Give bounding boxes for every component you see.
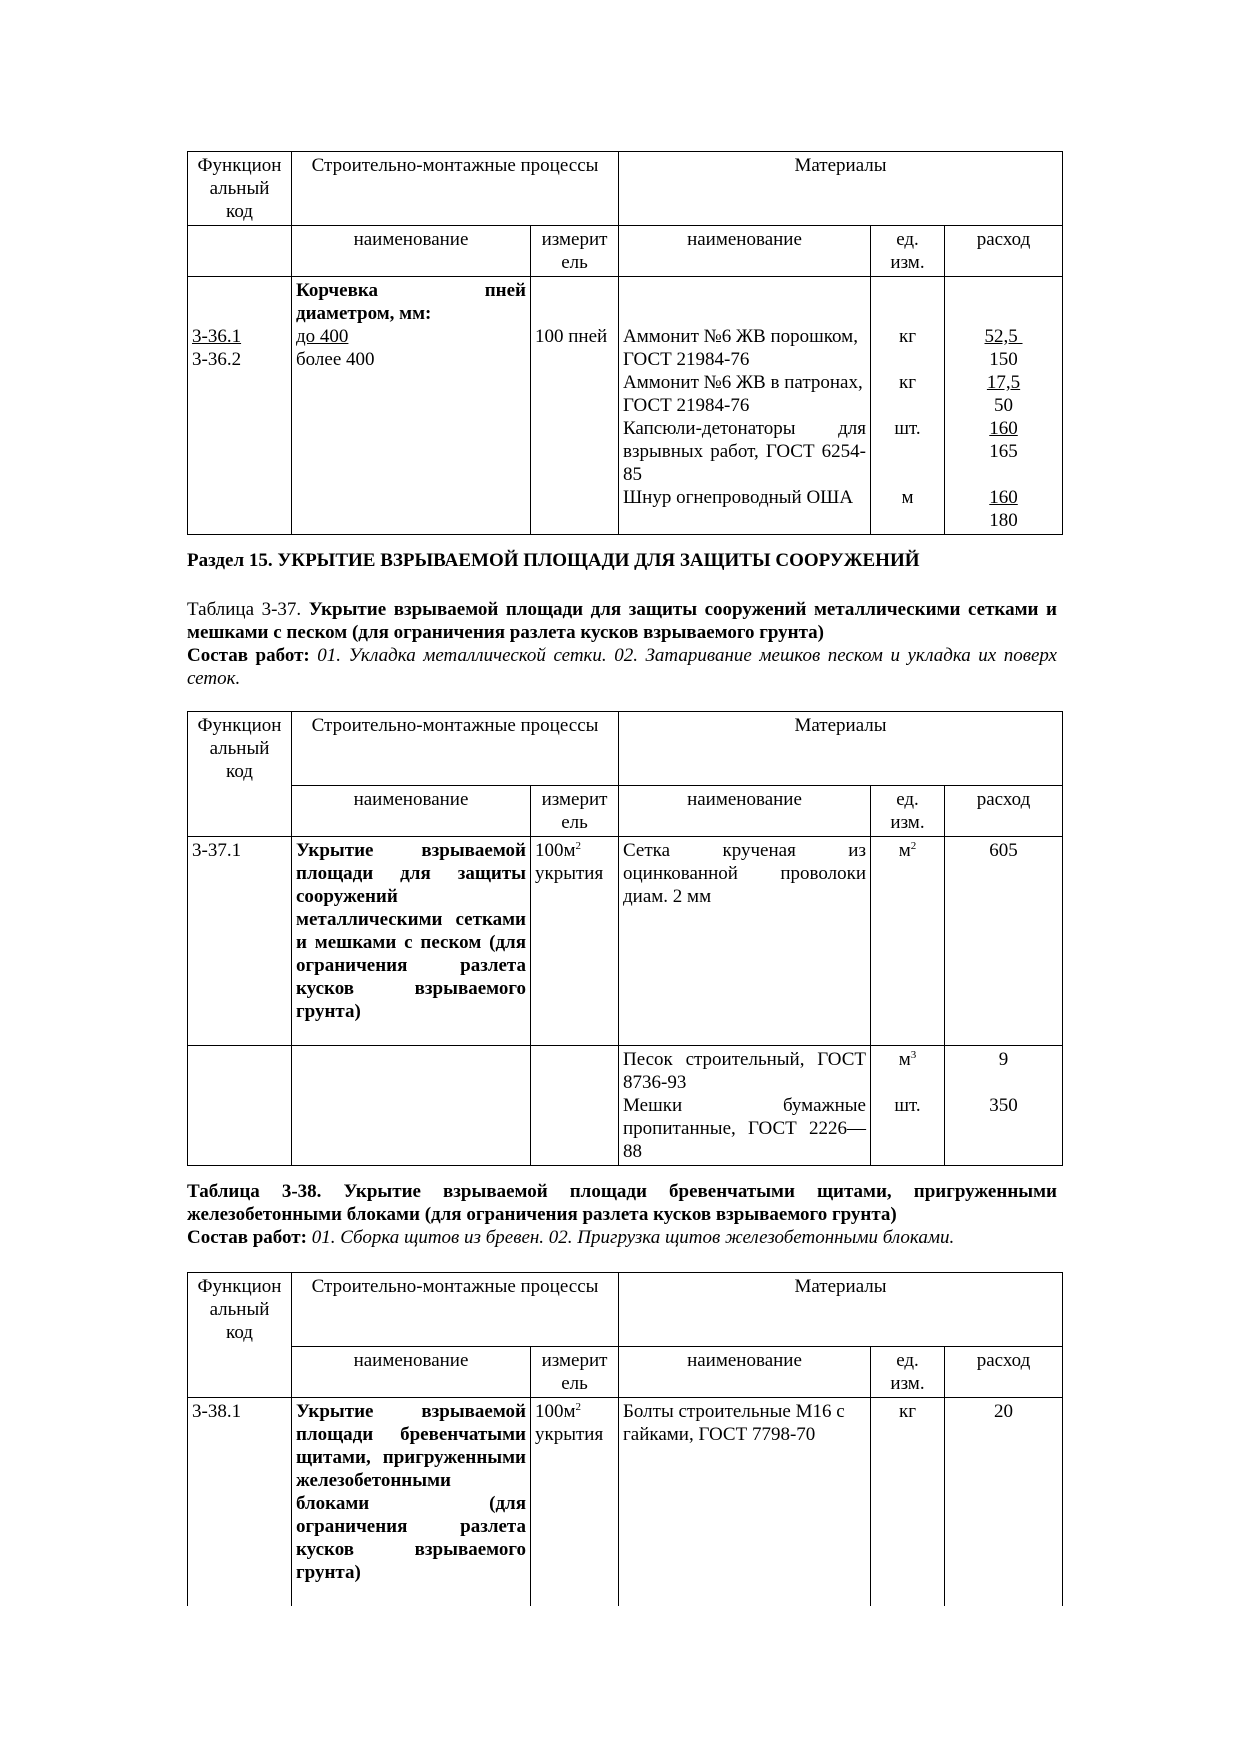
process-cell: [292, 1397, 531, 1606]
header-consumption: расход: [945, 1346, 1063, 1397]
header-meter: измерит ель: [531, 1346, 619, 1397]
materials-cell: [619, 277, 871, 535]
empty-cell: [188, 1045, 292, 1165]
process-item: более 400: [296, 349, 375, 370]
header-consumption: расход: [945, 226, 1063, 277]
header-processes: Строительно-монтажные процессы: [292, 152, 619, 226]
header-empty: [188, 785, 292, 836]
header-meter: измерит ель: [531, 226, 619, 277]
material-value: 605: [945, 836, 1063, 1045]
material-unit: шт.: [894, 418, 921, 439]
caption-title: Укрытие взрываемой площади для защиты сооружений металлическими сетками и мешками с песком (для ограничения разлета кусков взрываемого грунта): [187, 599, 1057, 643]
header-materials: Материалы: [619, 152, 1063, 226]
process-cell: [292, 277, 531, 535]
header-name: наименование: [292, 226, 531, 277]
code-cell: [188, 1397, 292, 1606]
material-name: Болты строительные М16 с гайками, ГОСТ 7798-70: [619, 1397, 871, 1606]
header-name: наименование: [292, 785, 531, 836]
material-unit: $м^3$: [898, 1048, 917, 1070]
value: 52,5: [984, 326, 1023, 347]
units-cell: [871, 1045, 945, 1165]
code-cell: [188, 836, 292, 1045]
material-unit: кг: [871, 1397, 945, 1606]
caption-title: Таблица 3-38. Укрытие взрываемой площади бревенчатыми щитами, пригруженными железобетонными блоками (для ограничения разлета кусков взрываемого грунта): [187, 1181, 1057, 1225]
material-name: Сетка крученая из оцинкованной проволоки диам. 2 мм: [619, 836, 871, 1045]
process-title: Корчевка пней диаметром, мм:: [296, 280, 526, 324]
meter-sup: 2: [575, 1400, 582, 1413]
value: 150: [989, 349, 1018, 370]
meter-cell: [531, 836, 619, 1045]
process-item: до 400: [296, 326, 349, 347]
header-materials: Материалы: [619, 712, 1063, 786]
meter-value: 100м: [535, 1400, 576, 1422]
empty-cell: [531, 1045, 619, 1165]
header-unit: ед. изм.: [871, 785, 945, 836]
material-unit: $м^2$: [871, 836, 945, 1045]
section-title: Раздел 15. УКРЫТИЕ ВЗРЫВАЕМОЙ ПЛОЩАДИ ДЛЯ ЗАЩИТЫ СООРУЖЕНИЙ: [187, 550, 920, 571]
header-empty: [188, 226, 292, 277]
value: 160: [989, 418, 1018, 439]
value: 50: [994, 395, 1014, 416]
material-unit: кг: [898, 372, 917, 393]
table-3-37-caption: [187, 598, 1057, 690]
works-label: Состав работ:: [187, 1227, 307, 1248]
meter-sup: 2: [575, 839, 582, 852]
material-name: Аммонит №6 ЖВ порошком, ГОСТ 21984-76: [623, 326, 858, 370]
material-unit: кг: [898, 326, 917, 347]
units-cell: [871, 277, 945, 535]
process-cell: [292, 836, 531, 1045]
codes-cell: [188, 277, 292, 535]
header-func-code: Функцион альный код: [188, 152, 292, 226]
works-text: 01. Укладка металлической сетки. 02. Затаривание мешков песком и укладка их поверх сеток.: [187, 645, 1057, 689]
table-3-38-caption: [187, 1180, 1057, 1249]
table-3-38: [187, 1272, 1063, 1606]
header-name: наименование: [292, 1346, 531, 1397]
works-label: Состав работ:: [187, 645, 310, 666]
header-mat-name: наименование: [619, 785, 871, 836]
material-name: Песок строительный, ГОСТ 8736-93: [623, 1048, 866, 1093]
material-name: Аммонит №6 ЖВ в патронах, ГОСТ 21984-76: [623, 372, 863, 416]
value: 17,5: [986, 372, 1021, 393]
works-text: 01. Сборка щитов из бревен. 02. Пригрузка щитов железобетонными блоками.: [306, 1227, 955, 1248]
meter-sub: укрытия: [535, 862, 604, 884]
material-name: Капсюли-детонаторы для взрывных работ, ГОСТ 6254-85: [623, 418, 866, 485]
value: 160: [989, 487, 1018, 508]
material-value: 350: [989, 1094, 1018, 1116]
meter-cell: [531, 1397, 619, 1606]
header-meter: измерит ель: [531, 785, 619, 836]
header-func-code: Функцион альный код: [188, 712, 292, 786]
material-name: Мешки бумажные пропитанные, ГОСТ 2226—88: [623, 1094, 866, 1162]
values-cell: [945, 1045, 1063, 1165]
table-3-37: [187, 711, 1063, 1166]
header-mat-name: наименование: [619, 1346, 871, 1397]
meter-value: 100м: [535, 839, 576, 861]
empty-cell: [292, 1045, 531, 1165]
meter-value: 100 пней: [535, 326, 608, 347]
value: 180: [989, 510, 1018, 531]
meter-sub: укрытия: [535, 1423, 604, 1445]
code: 3-36.1: [192, 326, 242, 347]
materials-cell: [619, 1045, 871, 1165]
material-name: Шнур огнепроводный ОША: [623, 487, 854, 508]
value: 165: [989, 441, 1018, 462]
material-value: 9: [998, 1048, 1009, 1070]
table-3-36: [187, 151, 1063, 535]
header-func-code: Функцион альный код: [188, 1273, 292, 1347]
header-mat-name: наименование: [619, 226, 871, 277]
header-consumption: расход: [945, 785, 1063, 836]
header-processes: Строительно-монтажные процессы: [292, 712, 619, 786]
material-unit: м: [901, 487, 914, 508]
header-unit: ед. изм.: [871, 226, 945, 277]
process-name: Укрытие взрываемой площади для защиты сооружений металлическими сетками и мешками с песком (для ограничения разлета кусков взрываемого грунта): [296, 839, 526, 1022]
material-unit: шт.: [894, 1094, 921, 1116]
meter-cell: [531, 277, 619, 535]
header-empty: [188, 1346, 292, 1397]
values-cell: [945, 277, 1063, 535]
code: 3-38.1: [192, 1400, 242, 1422]
header-processes: Строительно-монтажные процессы: [292, 1273, 619, 1347]
material-value: 20: [945, 1397, 1063, 1606]
header-materials: Материалы: [619, 1273, 1063, 1347]
caption-prefix: Таблица 3-37.: [187, 599, 309, 620]
header-unit: ед. изм.: [871, 1346, 945, 1397]
code: 3-36.2: [192, 349, 242, 370]
code: 3-37.1: [192, 839, 242, 861]
process-name: Укрытие взрываемой площади бревенчатыми щитами, пригруженными железобетонными блоками (для ограничения разлета кусков взрываемого грунта): [296, 1400, 526, 1583]
